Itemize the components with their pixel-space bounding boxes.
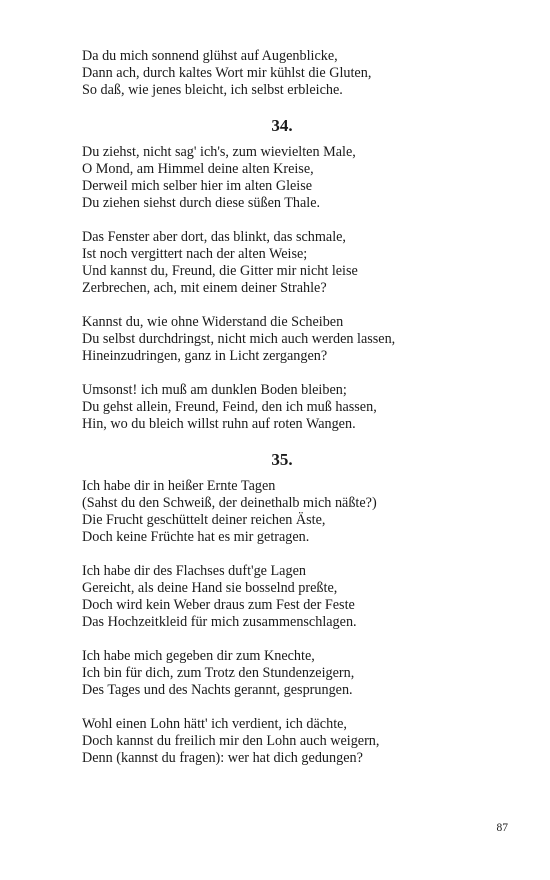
page-number: 87 (496, 822, 508, 834)
verse-line: Doch wird kein Weber draus zum Fest der Feste (82, 597, 355, 613)
verse-line: Zerbrechen, ach, mit einem deiner Strahle? (82, 280, 327, 296)
verse-line: Und kannst du, Freund, die Gitter mir nicht leise (82, 263, 358, 279)
verse-line: Doch kannst du freilich mir den Lohn auch weigern, (82, 733, 380, 749)
stanza (82, 563, 482, 631)
stanza (82, 478, 482, 546)
verse-line: Kannst du, wie ohne Widerstand die Scheiben (82, 314, 344, 330)
verse-line: Ich habe dir in heißer Ernte Tagen (82, 478, 276, 494)
verse-line: Das Fenster aber dort, das blinkt, das schmale, (82, 229, 346, 245)
page-text (82, 48, 482, 784)
verse-line: Derweil mich selber hier im alten Gleise (82, 178, 313, 194)
verse-line: (Sahst du den Schweiß, der deinethalb mich näßte?) (82, 495, 377, 511)
stanza (82, 716, 482, 767)
verse-line: Ich bin für dich, zum Trotz den Stundenzeigern, (82, 665, 355, 681)
verse-line: Hin, wo du bleich willst ruhn auf roten Wangen. (82, 416, 356, 432)
verse-line: Ist noch vergittert nach der alten Weise; (82, 246, 308, 262)
verse-line: Gereicht, als deine Hand sie bosselnd preßte, (82, 580, 338, 596)
stanza (82, 314, 482, 365)
stanza (82, 144, 482, 212)
verse-line: Du ziehst, nicht sag' ich's, zum wievielten Male, (82, 144, 356, 160)
stanza (82, 648, 482, 699)
verse-line: Hineinzudringen, ganz in Licht zergangen? (82, 348, 328, 364)
stanza (82, 48, 482, 99)
verse-line: Da du mich sonnend glühst auf Augenblicke, (82, 48, 338, 64)
verse-line: Denn (kannst du fragen): wer hat dich gedungen? (82, 750, 363, 766)
verse-line: Doch keine Früchte hat es mir getragen. (82, 529, 310, 545)
verse-line: O Mond, am Himmel deine alten Kreise, (82, 161, 314, 177)
verse-line: Du gehst allein, Freund, Feind, den ich muß hassen, (82, 399, 377, 415)
poem-number-heading: 34. (271, 116, 293, 135)
verse-line: Dann ach, durch kaltes Wort mir kühlst die Gluten, (82, 65, 372, 81)
stanza (82, 382, 482, 433)
verse-line: Des Tages und des Nachts gerannt, gesprungen. (82, 682, 353, 698)
stanza (82, 229, 482, 297)
verse-line: Die Frucht geschüttelt deiner reichen Äste, (82, 512, 326, 528)
poem-number-heading: 35. (271, 450, 293, 469)
verse-line: Du selbst durchdringst, nicht mich auch werden lassen, (82, 331, 396, 347)
verse-line: So daß, wie jenes bleicht, ich selbst erbleiche. (82, 82, 343, 98)
verse-line: Ich habe dir des Flachses duft'ge Lagen (82, 563, 306, 579)
verse-line: Wohl einen Lohn hätt' ich verdient, ich dächte, (82, 716, 347, 732)
verse-line: Umsonst! ich muß am dunklen Boden bleiben; (82, 382, 347, 398)
verse-line: Ich habe mich gegeben dir zum Knechte, (82, 648, 315, 664)
verse-line: Du ziehen siehst durch diese süßen Thale. (82, 195, 321, 211)
verse-line: Das Hochzeitkleid für mich zusammenschlagen. (82, 614, 357, 630)
